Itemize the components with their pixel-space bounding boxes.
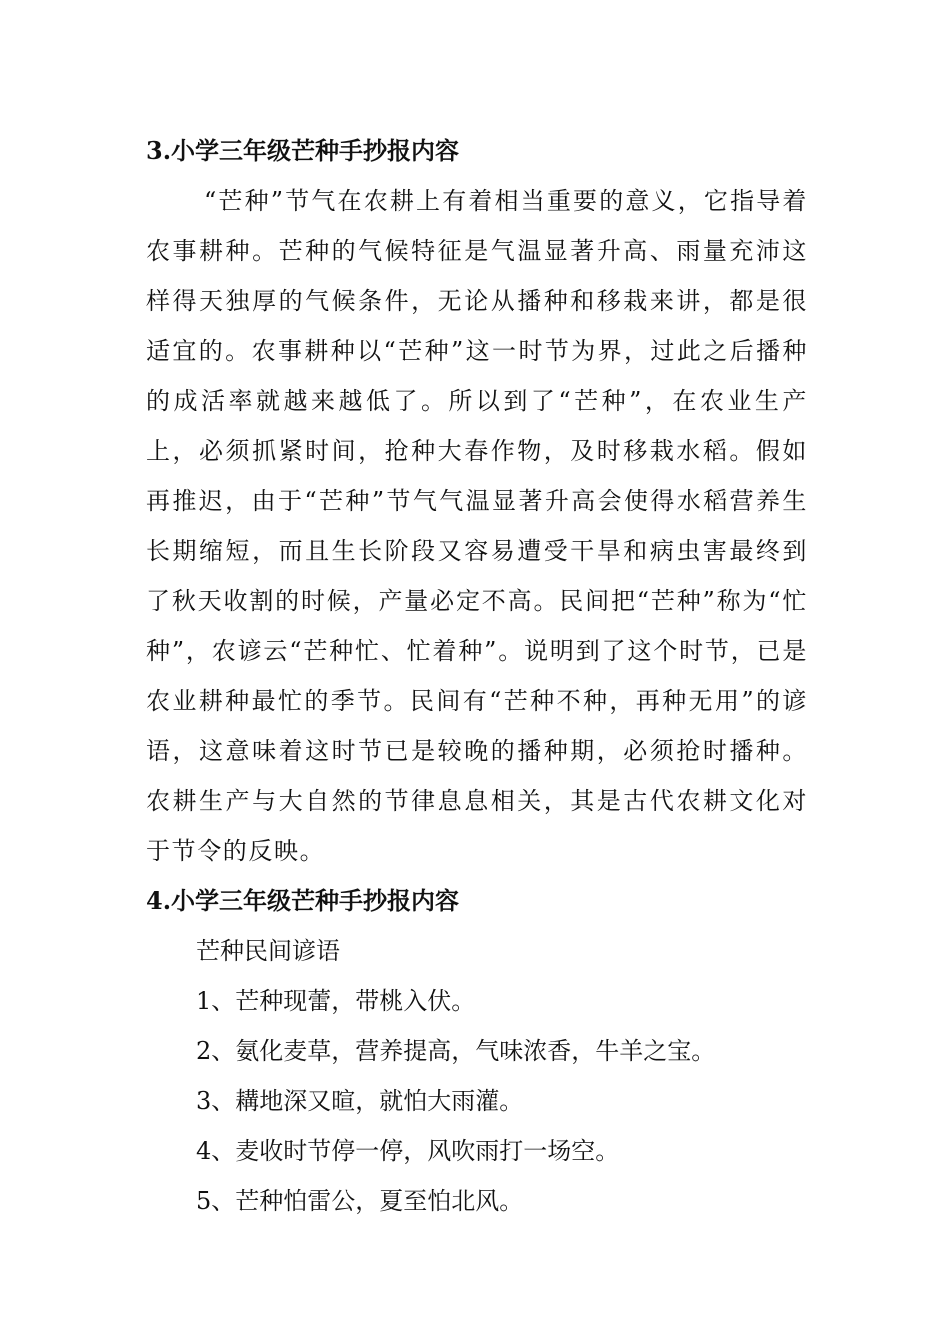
section-3-paragraph: “芒种”节气在农耕上有着相当重要的意义，它指导着农事耕种。芒种的气候特征是气温显著升高、雨量充沛这样得天独厚的气候条件，无论从播种和移栽来讲，都是很适宜的。农事耕种以“芒种”这一时节为界，过此之后播种的成活率就越来越低了。所以到了“芒种”，在农业生产上，必须抓紧时间，抢种大春作物，及时移栽水稻。假如再推迟，由于“芒种”节气气温显著升高会使得水稻营养生长期缩短，而且生长阶段又容易遭受干旱和病虫害最终到了秋天收割的时候，产量必定不高。民间把“芒种”称为“忙种”，农谚云“芒种忙、忙着种”。说明到了这个时节，已是农业耕种最忙的季节。民间有“芒种不种，再种无用”的谚语，这意味着这时节已是较晚的播种期，必须抢时播种。农耕生产与大自然的节律息息相关，其是古代农耕文化对于节令的反映。 xyxy=(146,187,808,865)
section-3 xyxy=(146,126,808,876)
list-item: 4、麦收时节停一停，风吹雨打一场空。 xyxy=(196,1137,620,1165)
section-4 xyxy=(146,876,808,1226)
list-item: 3、耩地深又暄，就怕大雨灌。 xyxy=(196,1087,524,1115)
list-item: 2、氨化麦草，营养提高，气味浓香，牛羊之宝。 xyxy=(196,1037,716,1065)
section-4-heading: 4.小学三年级芒种手抄报内容 xyxy=(146,886,460,915)
proverb-list xyxy=(146,926,808,1226)
section-3-heading: 3.小学三年级芒种手抄报内容 xyxy=(146,136,460,165)
document-content xyxy=(146,126,808,1226)
list-item: 1、芒种现蕾，带桃入伏。 xyxy=(196,987,476,1015)
proverb-list-title: 芒种民间谚语 xyxy=(196,937,340,965)
list-item: 5、芒种怕雷公，夏至怕北风。 xyxy=(196,1187,524,1215)
